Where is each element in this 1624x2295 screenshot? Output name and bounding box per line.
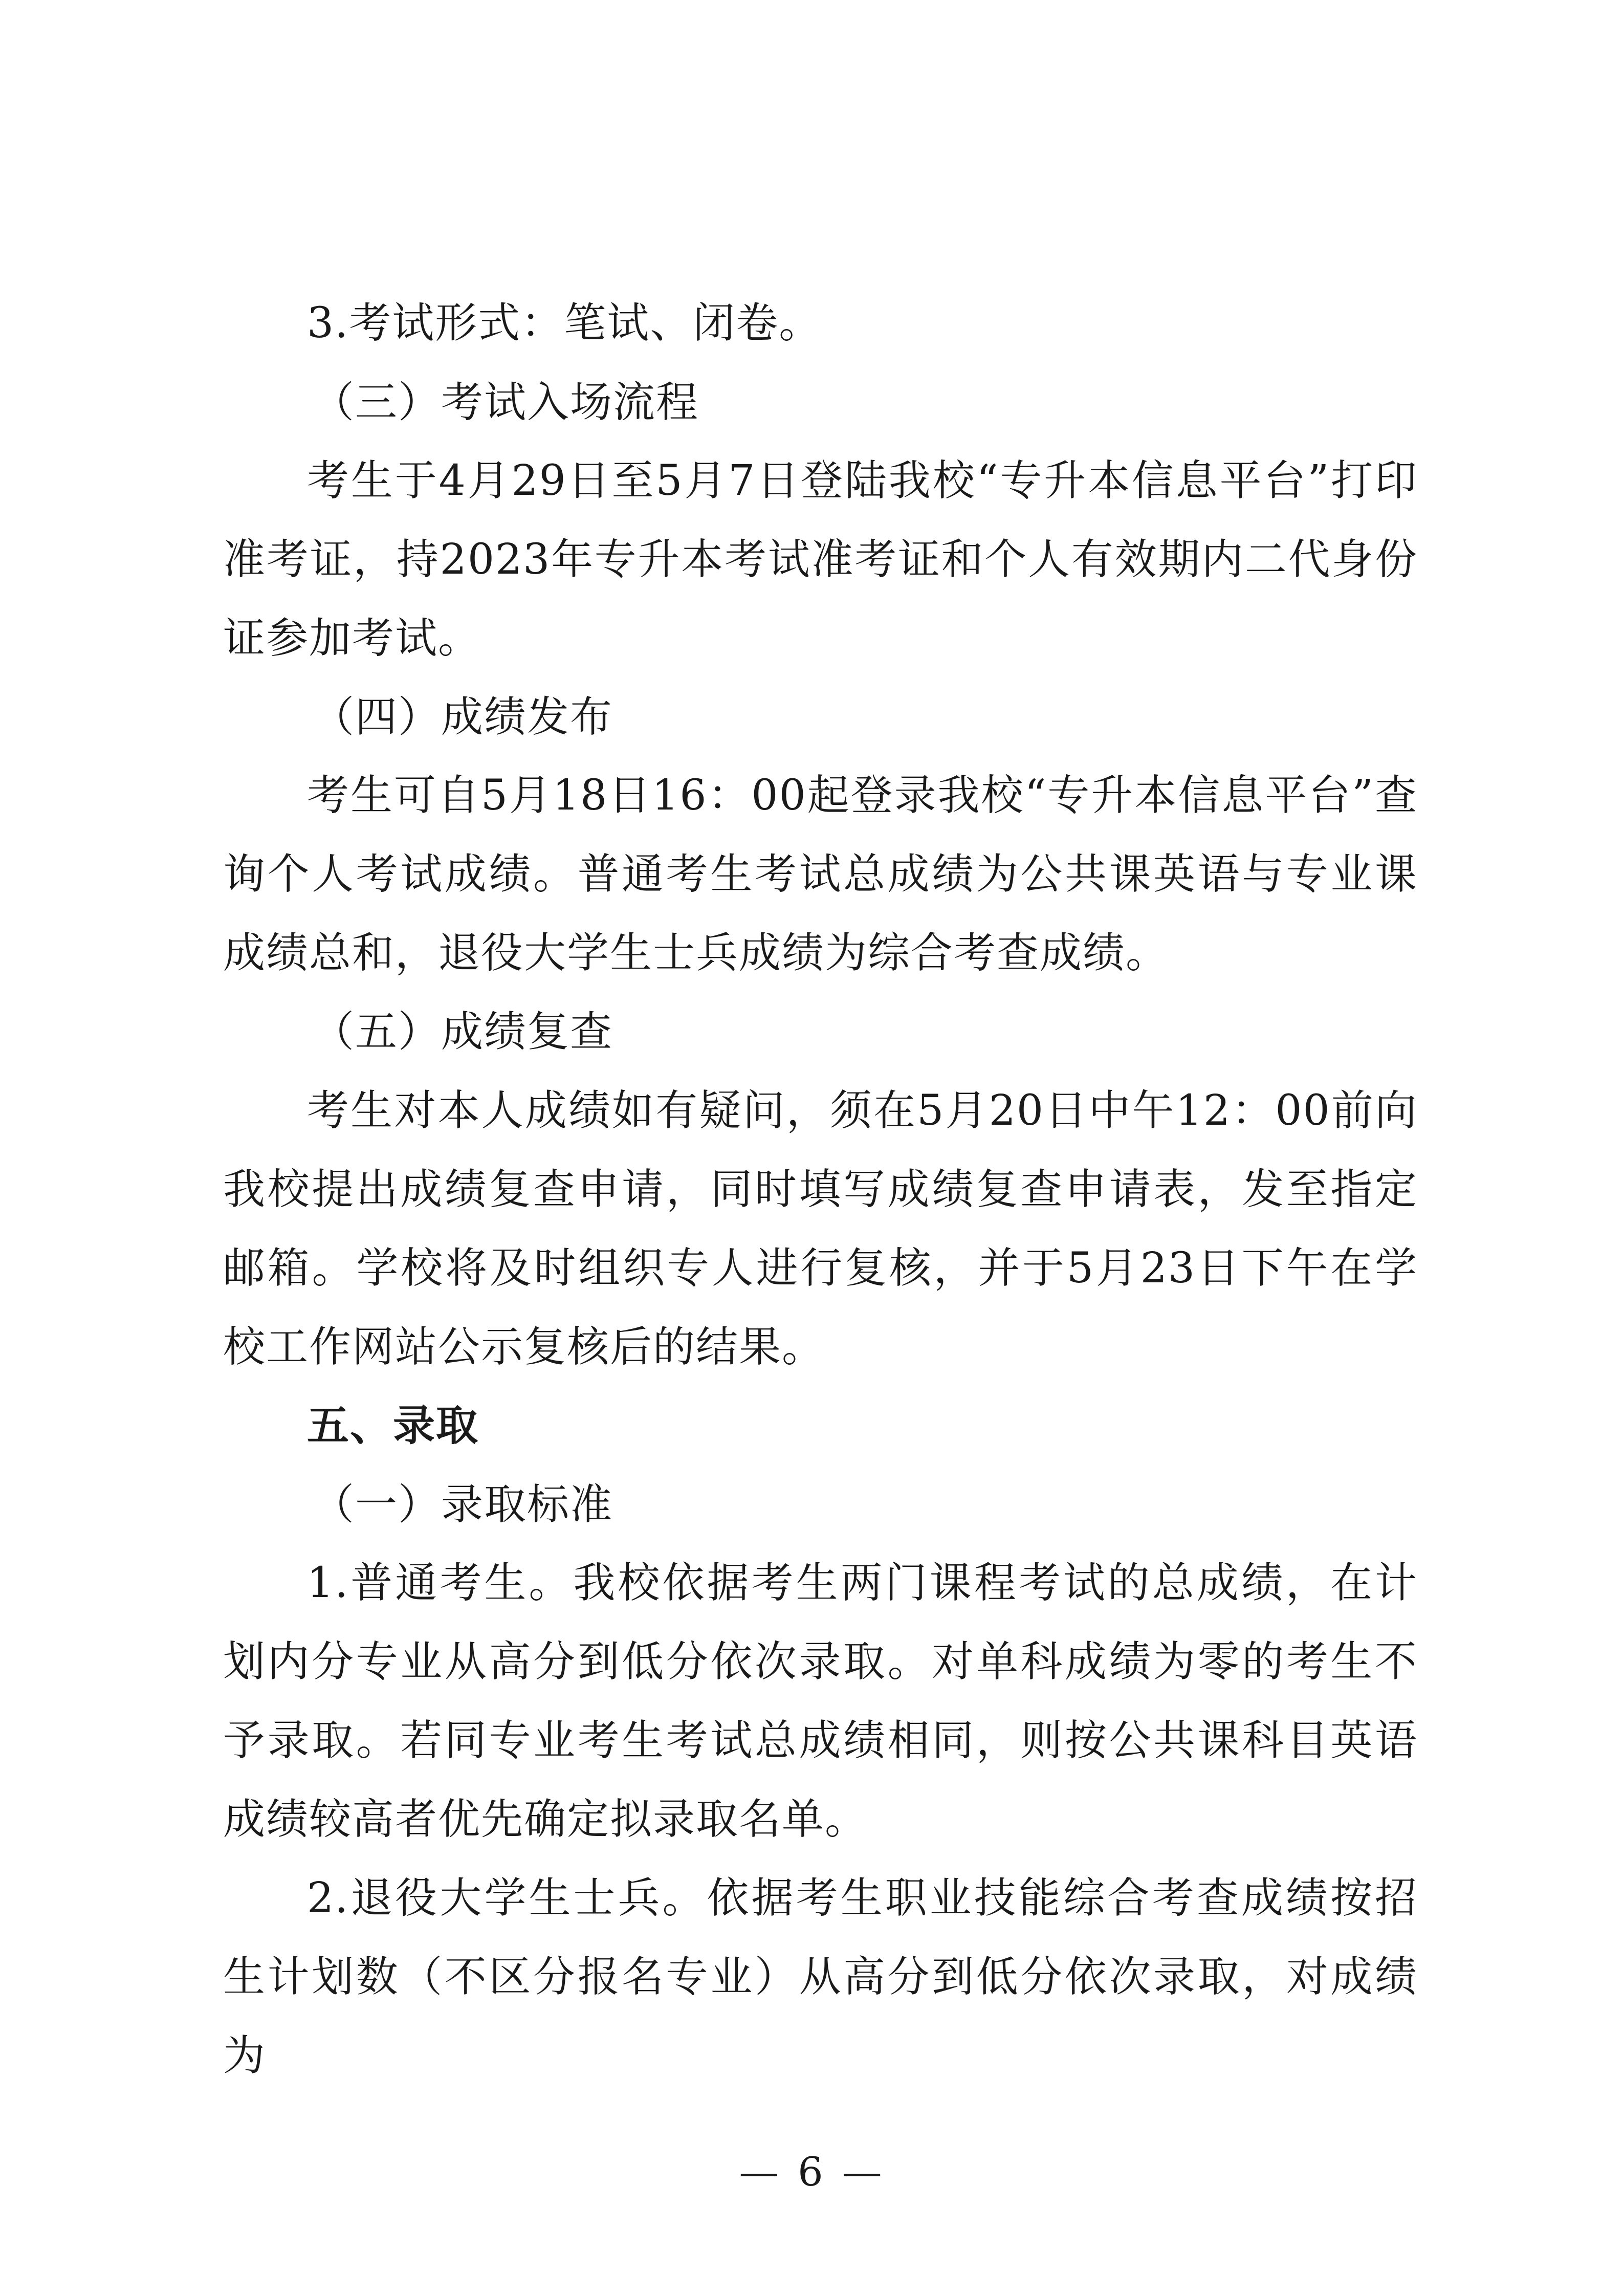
results-release-paragraph: 考生可自5月18日16：00起登录我校“专升本信息平台”查询个人考试成绩。普通考生考试总成绩为公共课英语与专业课成绩总和，退役大学生士兵成绩为综合考查成绩。	[223, 771, 1418, 977]
entry-procedure-heading: （三）考试入场流程	[312, 378, 699, 427]
score-review-paragraph: 考生对本人成绩如有疑问，须在5月20日中午12：00前向我校提出成绩复查申请，同时填写成绩复查申请表，发至指定邮箱。学校将及时组织专人进行复核，并于5月23日下午在学校工作网站公示复核后的结果。	[223, 1086, 1418, 1371]
results-release-heading: （四）成绩发布	[312, 693, 613, 741]
admission-veteran-paragraph: 2.退役大学生士兵。依据考生职业技能综合考查成绩按招生计划数（不区分报名专业）从高分到低分依次录取，对成绩为	[223, 1874, 1418, 2080]
admission-standard-heading: （一）录取标准	[312, 1480, 613, 1529]
exam-format-item: 3.考试形式：笔试、闭卷。	[307, 299, 822, 347]
page-number: — 6 —	[739, 2149, 885, 2195]
score-review-heading: （五）成绩复查	[312, 1008, 613, 1056]
admission-section-heading: 五、录取	[307, 1402, 479, 1450]
entry-procedure-paragraph: 考生于4月29日至5月7日登陆我校“专升本信息平台”打印准考证，持2023年专升本考试准考证和个人有效期内二代身份证参加考试。	[223, 456, 1418, 663]
admission-regular-paragraph: 1.普通考生。我校依据考生两门课程考试的总成绩，在计划内分专业从高分到低分依次录取。对单科成绩为零的考生不予录取。若同专业考生考试总成绩相同，则按公共课科目英语成绩较高者优先确定拟录取名单。	[223, 1559, 1418, 1844]
